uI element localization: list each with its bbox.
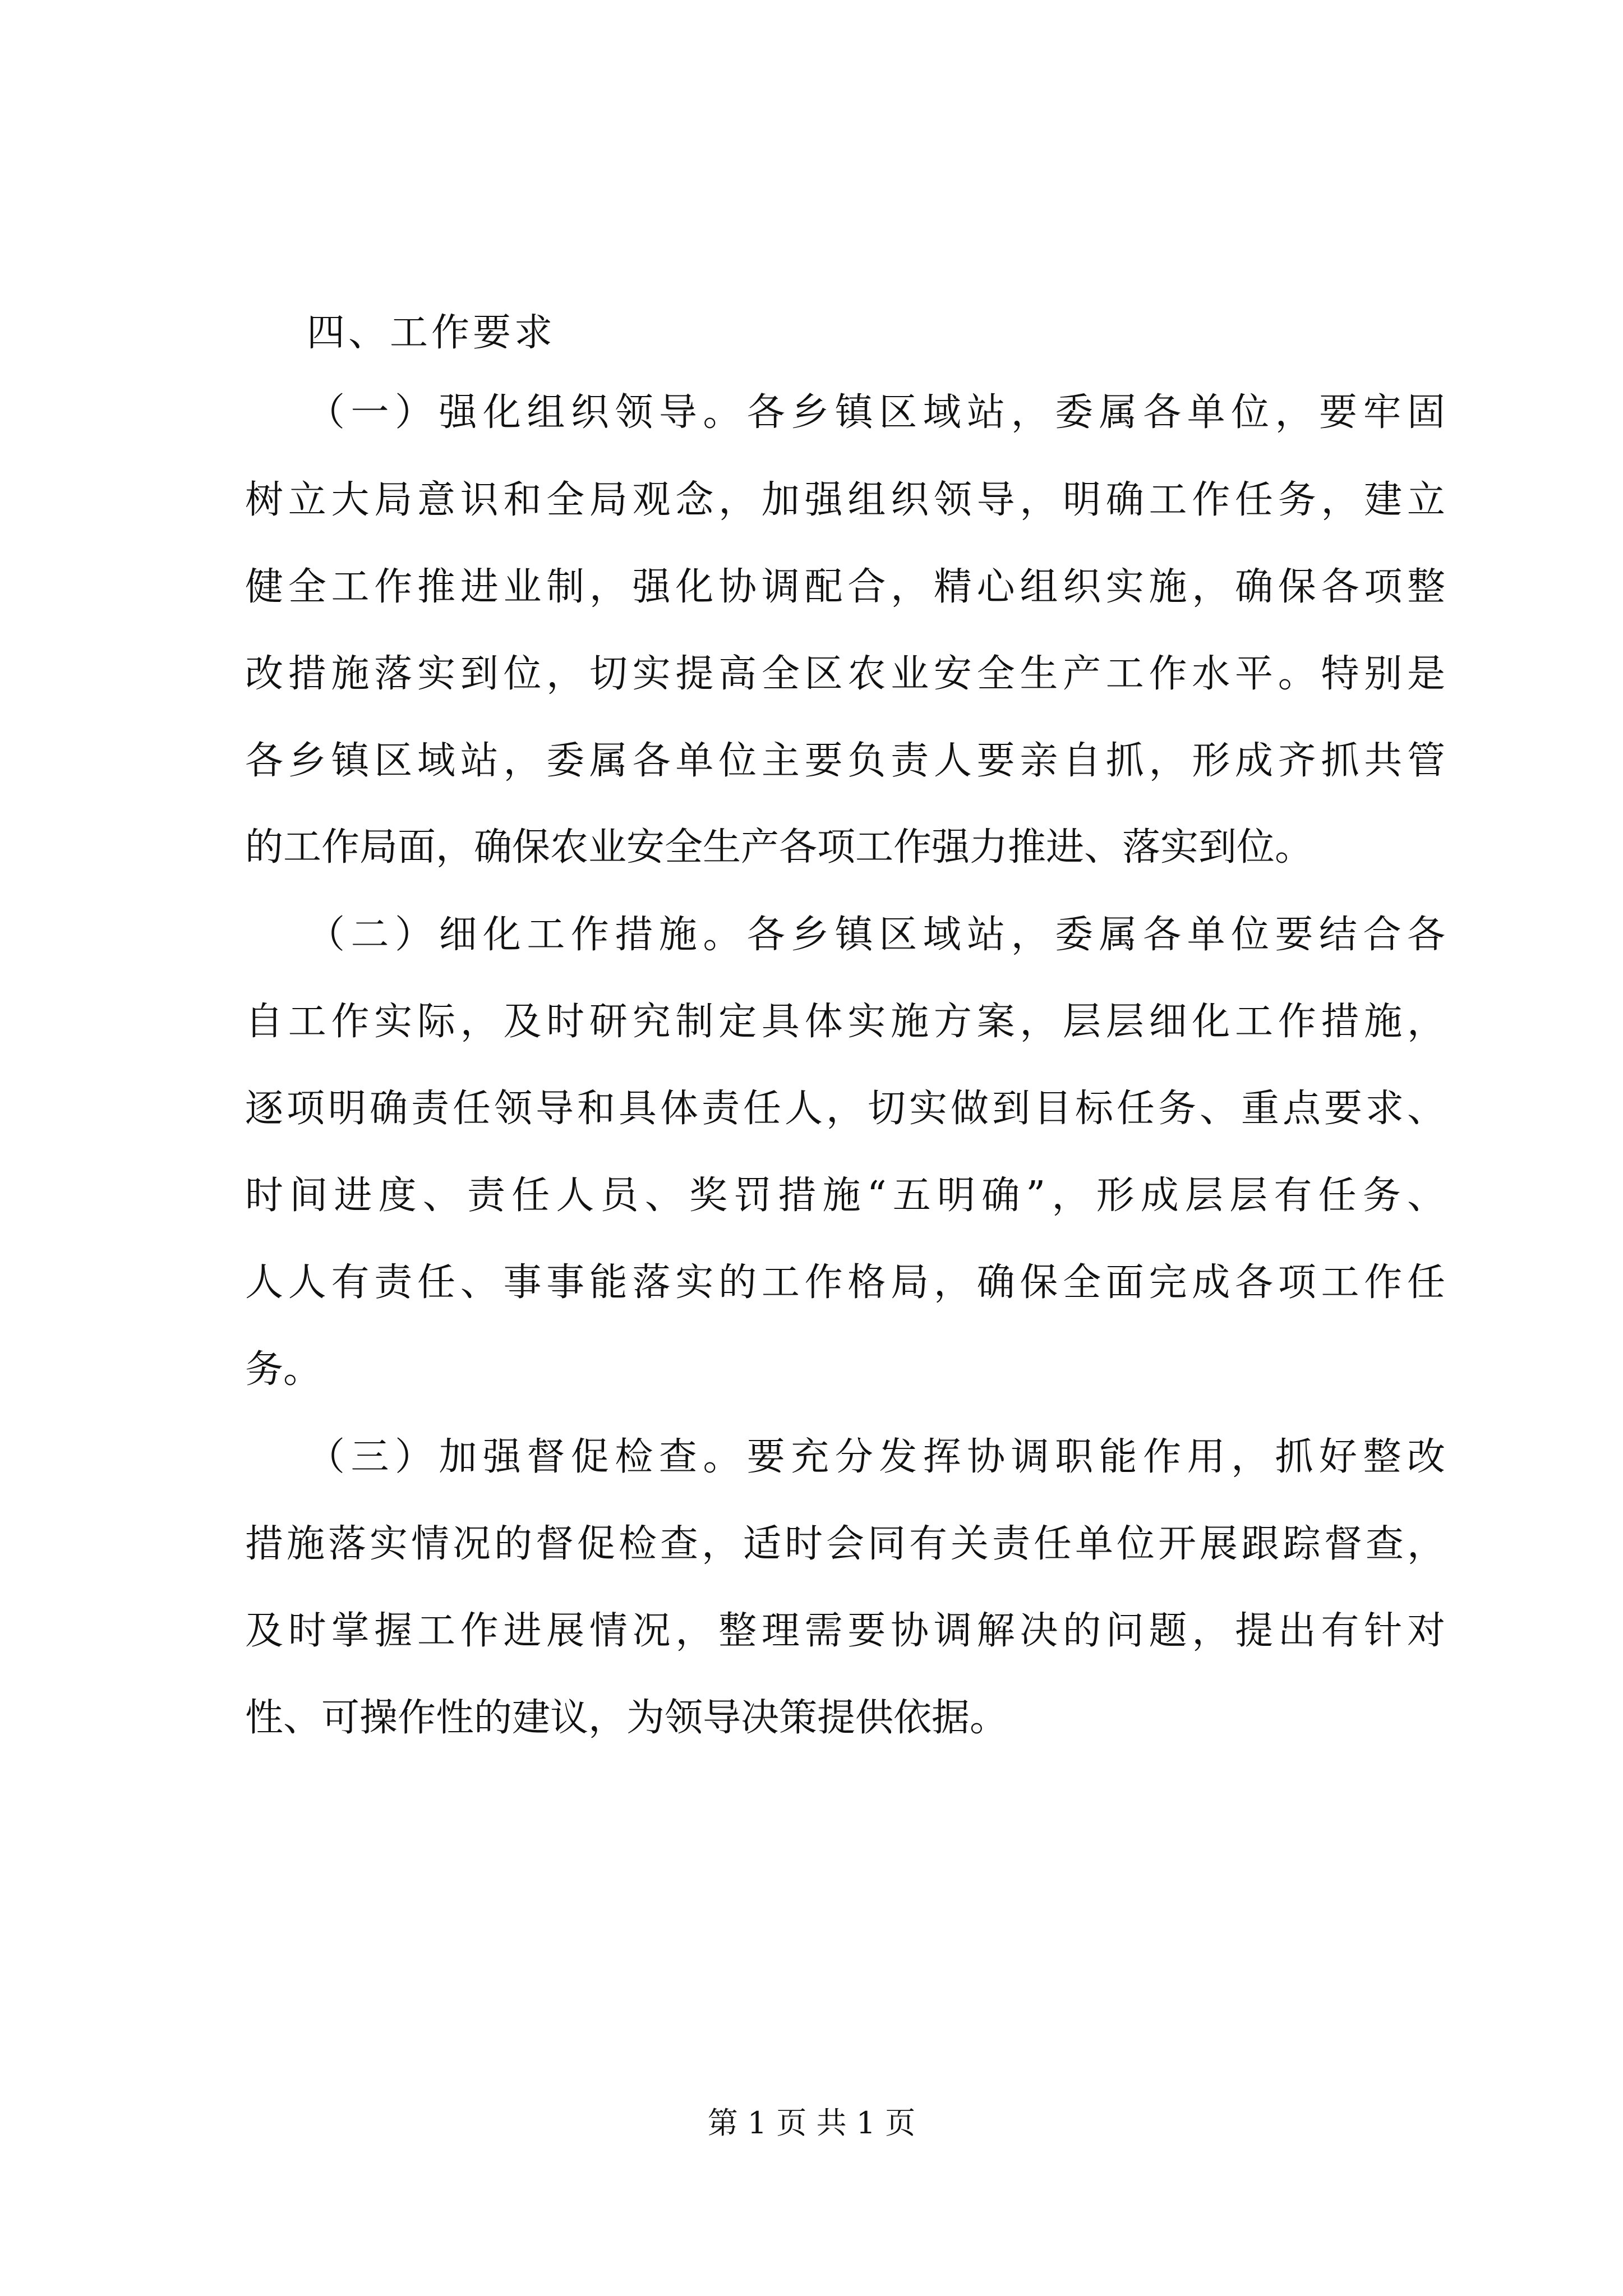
- paragraph-2-line-6: 务。: [245, 1347, 322, 1392]
- paragraph-1-line-1: （一）强化组织领导。各乡镇区域站，委属各单位，要牢固: [307, 390, 1445, 435]
- paragraph-2-line-4: 时间进度、责任人员、奖罚措施“五明确”，形成层层有任务、: [245, 1174, 1445, 1218]
- page-footer: 第 1 页 共 1 页: [707, 2105, 916, 2141]
- paragraph-3-line-3: 及时掌握工作进展情况，整理需要协调解决的问题，提出有针对: [245, 1609, 1445, 1653]
- paragraph-1-line-3: 健全工作推进业制，强化协调配合，精心组织实施，确保各项整: [245, 565, 1445, 609]
- paragraph-1-line-6: 的工作局面，确保农业安全生产各项工作强力推进、落实到位。: [245, 825, 1313, 869]
- paragraph-3-line-1: （三）加强督促检查。要充分发挥协调职能作用，抓好整改: [307, 1435, 1445, 1479]
- paragraph-1-line-5: 各乡镇区域站，委属各单位主要负责人要亲自抓，形成齐抓共管: [245, 739, 1445, 783]
- paragraph-3-line-2: 措施落实情况的督促检查，适时会同有关责任单位开展跟踪督查，: [245, 1522, 1445, 1566]
- paragraph-3-line-4: 性、可操作性的建议，为领导决策提供依据。: [245, 1696, 1008, 1740]
- paragraph-2-line-3: 逐项明确责任领导和具体责任人，切实做到目标任务、重点要求、: [245, 1087, 1445, 1131]
- paragraph-1-line-4: 改措施落实到位，切实提高全区农业安全生产工作水平。特别是: [245, 652, 1445, 696]
- section-heading: 四、工作要求: [307, 311, 556, 355]
- paragraph-2-line-1: （二）细化工作措施。各乡镇区域站，委属各单位要结合各: [307, 913, 1445, 957]
- paragraph-2-line-5: 人人有责任、事事能落实的工作格局，确保全面完成各项工作任: [245, 1260, 1445, 1305]
- paragraph-1-line-2: 树立大局意识和全局观念，加强组织领导，明确工作任务，建立: [245, 478, 1445, 522]
- paragraph-2-line-2: 自工作实际，及时研究制定具体实施方案，层层细化工作措施，: [245, 1000, 1445, 1044]
